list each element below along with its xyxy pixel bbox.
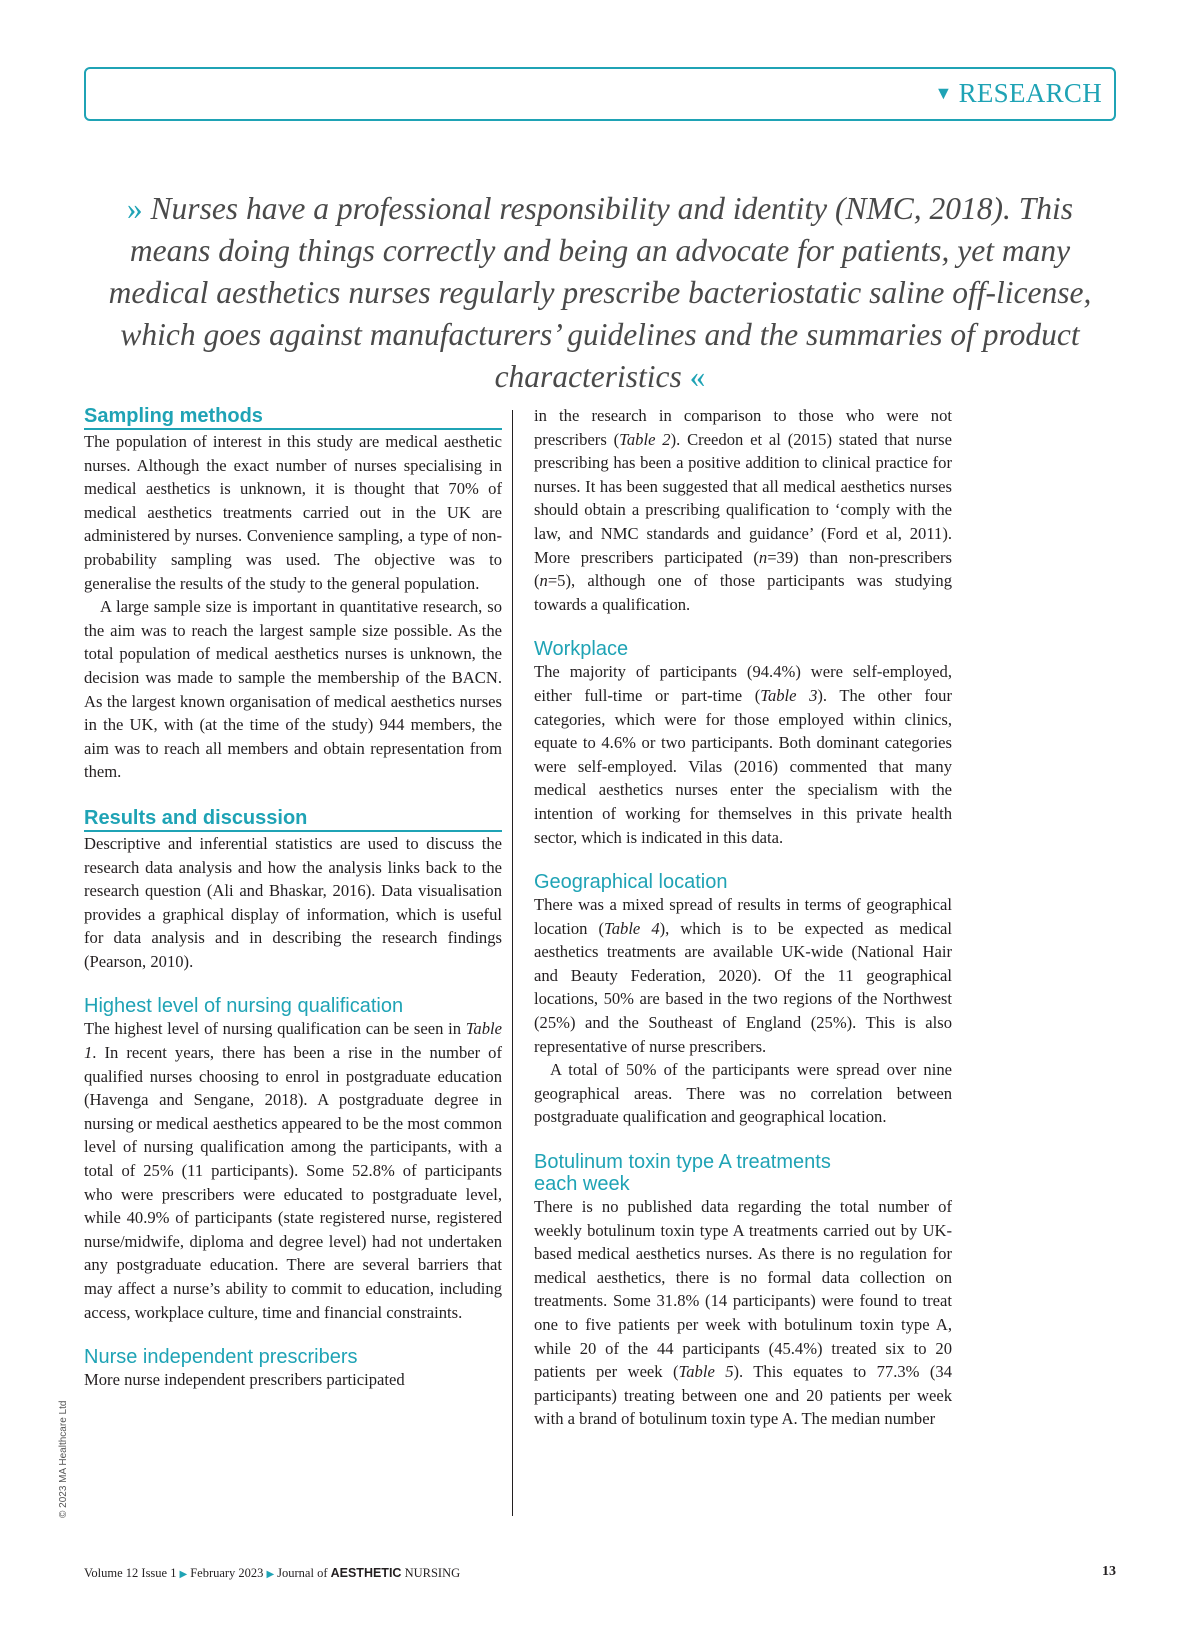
heading-botulinum-toxin: Botulinum toxin type A treatments each week [534, 1151, 831, 1196]
triangle-down-icon: ▼ [934, 83, 953, 103]
paragraph: The majority of participants (94.4%) were self-employed, either full-time or part-time (Table 3). The other four categories, which were for those employed within clinics, equate to 4.6% or two participants. Both dominant categories were self-employed. Vilas (2016) commented that many medical aesthetics nurses enter the specialism with the intention of working for themselves in this private health sector, which is indicated in this data. [534, 662, 952, 847]
paragraph: in the research in comparison to those who were not prescribers (Table 2). Creedon et al (2015) stated that nurse prescribing has been a positive addition to clinical practice for nurses. It has been suggested that all medical aesthetics nurses should obtain a prescribing qualification to ‘comply with the law, and NMC standards and guidance’ (Ford et al, 2011). More prescribers participated (n=39) than non-prescribers (n=5), although one of those participants was studying towards a qualification. [534, 406, 952, 614]
section-tag [934, 78, 1102, 109]
paragraph: Descriptive and inferential statistics are used to discuss the research data analysis and how the analysis links back to the research question (Ali and Bhaskar, 2016). Data visualisation provides a graphical display of information, which is useful for data analysis and in describing the research findings (Pearson, 2010). [84, 833, 502, 971]
footer-date: February 2023 [190, 1566, 264, 1580]
paragraph: A total of 50% of the participants were spread over nine geographical areas. There was no correlation between postgraduate qualification and geographical location. [534, 1060, 952, 1127]
copyright-notice: © 2023 MA Healthcare Ltd [58, 1400, 69, 1518]
heading-qualification: Highest level of nursing qualification [84, 995, 404, 1018]
triangle-right-icon: ▶ [179, 1569, 188, 1580]
pull-quote-text: Nurses have a professional responsibility and identity (NMC, 2018). This means doing things correctly and being an advocate for patients, yet many medical aesthetics nurses regularly prescribe bacteriostatic saline off-license, which goes against manufacturers’ guidelines and the summaries of product characteristics [108, 191, 1092, 394]
page-number: 13 [1102, 1564, 1116, 1579]
quote-open-mark: » [126, 191, 143, 226]
table-reference: Table 5 [678, 1362, 734, 1382]
triangle-right-icon: ▶ [266, 1569, 275, 1580]
pull-quote [90, 188, 1110, 398]
heading-nurse-prescribers: Nurse independent prescribers [84, 1346, 358, 1369]
table-reference: Table 4 [604, 918, 660, 938]
column-divider [512, 410, 513, 1516]
paragraph: There is no published data regarding the total number of weekly botulinum toxin type A treatments carried out by UK-based medical aesthetics nurses. As there is no regulation for medical aesthetics, there is no formal data collection on treatments. Some 31.8% (14 participants) were found to treat one to five patients per week with botulinum toxin type A, while 20 of the 44 participants (45.4%) treated six to 20 patients per week (Table 5). This equates to 77.3% (34 participants) treating between one and 20 patients per week with a brand of botulinum toxin type A. The median number [534, 1197, 952, 1429]
paragraph: A large sample size is important in quantitative research, so the aim was to reach the largest sample size possible. As the total population of medical aesthetics nurses is unknown, the decision was made to sample the membership of the BACN. As the largest known organisation of medical aesthetics nurses in the UK, with (at the time of the study) 944 members, the aim was to reach all members and obtain representation from them. [84, 597, 502, 782]
section-label: RESEARCH [958, 78, 1102, 108]
heading-results-discussion: Results and discussion [84, 806, 502, 832]
heading-workplace: Workplace [534, 638, 629, 661]
quote-close-mark: « [689, 359, 706, 394]
paragraph: The population of interest in this study are medical aesthetic nurses. Although the exact number of nurses specialising in medical aesthetics is unknown, it is thought that 70% of medical aesthetics treatments carried out in the UK are administered by nurses. Convenience sampling, a type of non-probability sampling was used. The objective was to generalise the results of the study to the general population. [84, 432, 502, 593]
section-header-box [84, 67, 1116, 121]
heading-sampling-methods: Sampling methods [84, 404, 502, 430]
paragraph: There was a mixed spread of results in terms of geographical location (Table 4), which is to be expected as medical aesthetics treatments are available UK-wide (National Hair and Beauty Federation, 2020). Of the 11 geographical locations, 50% are based in the two regions of the Northwest (25%) and the Southeast of England (25%). This is also representative of nurse prescribers. [534, 895, 952, 1056]
heading-geographical-location: Geographical location [534, 871, 728, 894]
table-reference: Table 1 [84, 1019, 502, 1063]
right-column [534, 404, 952, 1431]
paragraph: More nurse independent prescribers participated [84, 1370, 405, 1390]
paragraph: The highest level of nursing qualification can be seen in Table 1. In recent years, there has been a rise in the number of qualified nurses choosing to enrol in postgraduate education (Havenga and Sengane, 2018). A postgraduate degree in nursing or medical aesthetics appeared to be the most common level of nursing qualification among the participants, with a total of 25% (11 participants). Some 52.8% of participants who were prescribers were educated to postgraduate level, while 40.9% of participants (state registered nurse, registered nurse/midwife, diploma and degree level) had not undertaken any postgraduate education. There are several barriers that may affect a nurse’s ability to commit to education, including access, workplace culture, time and financial constraints. [84, 1019, 502, 1322]
table-reference: Table 2 [619, 429, 671, 449]
left-column [84, 404, 502, 1514]
footer-journal: Journal of AESTHETIC NURSING [277, 1566, 461, 1580]
table-reference: Table 3 [760, 685, 818, 705]
footer-volume: Volume 12 Issue 1 [84, 1566, 177, 1580]
footer [84, 1566, 460, 1581]
